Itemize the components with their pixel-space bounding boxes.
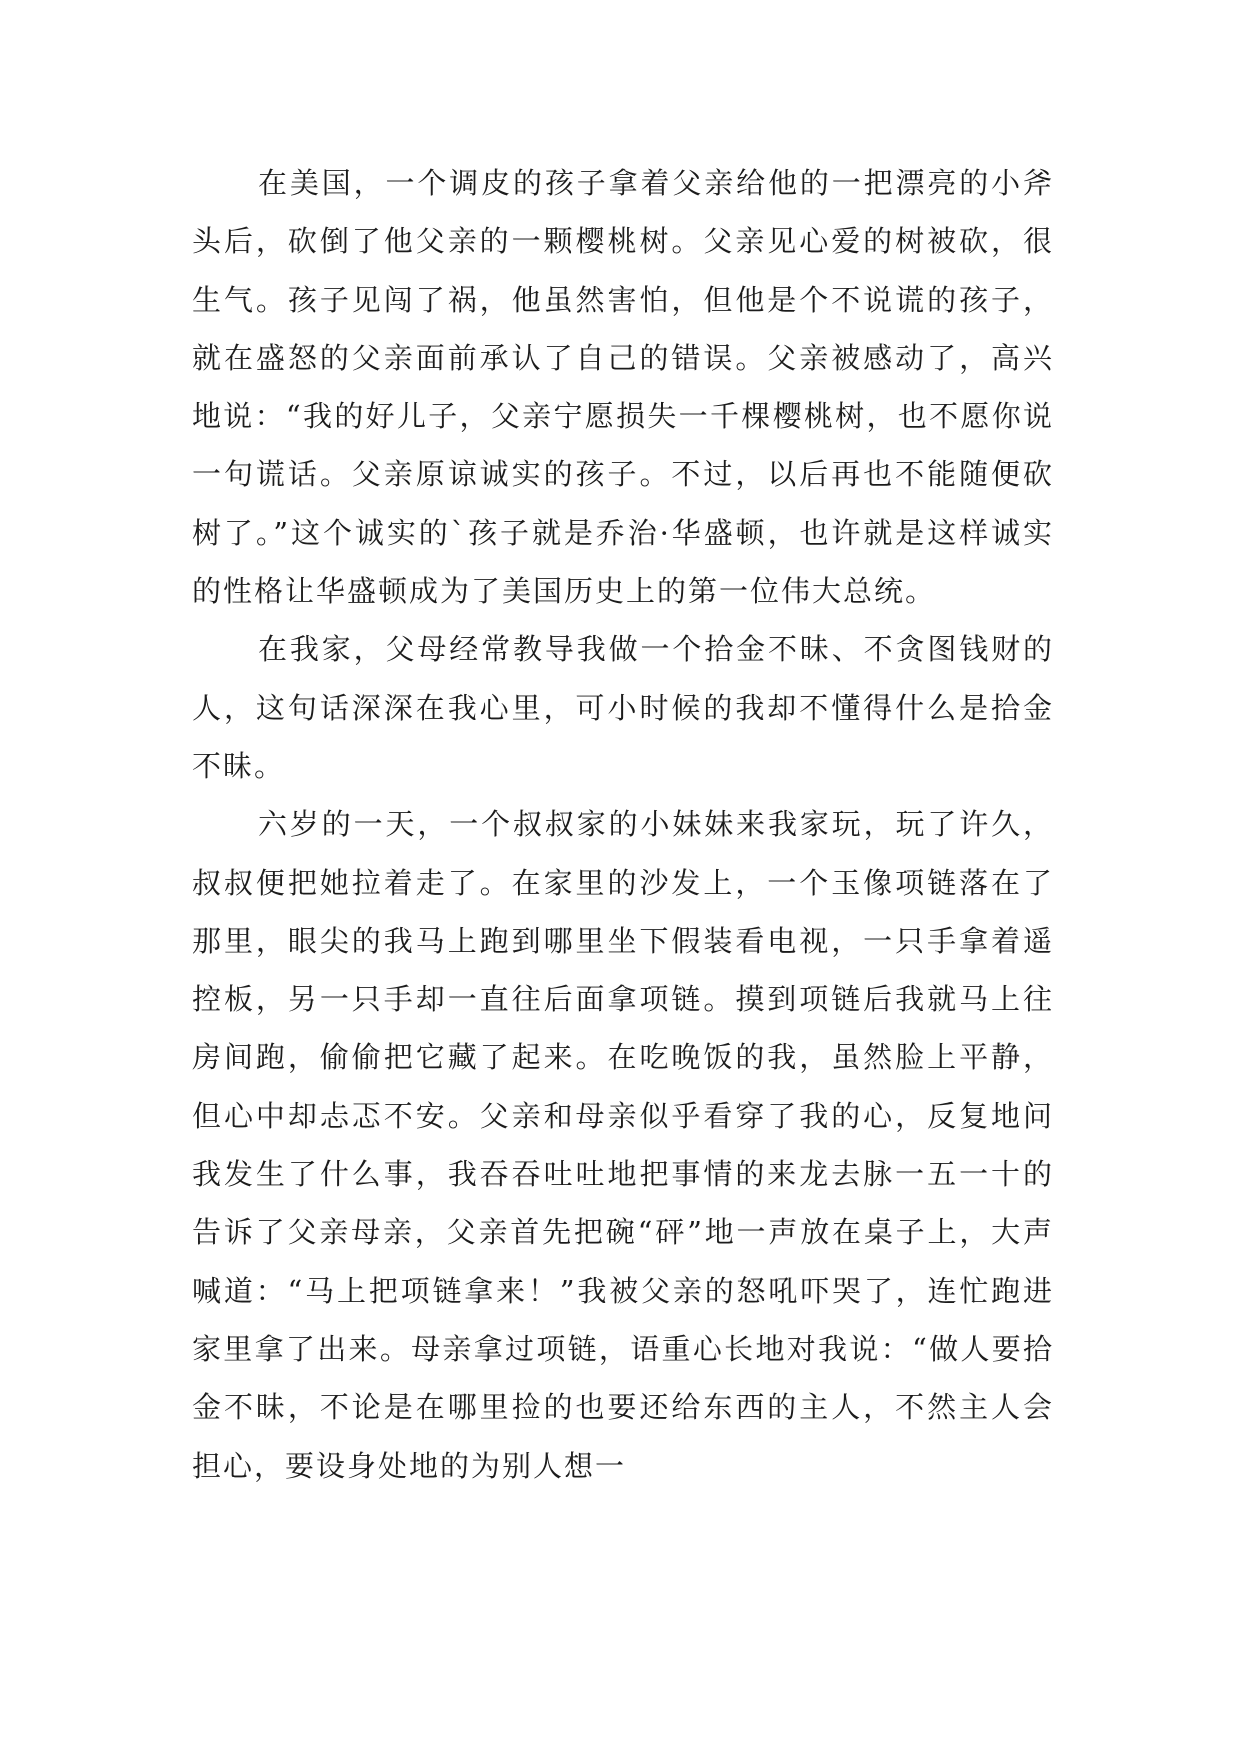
paragraph: 在美国，一个调皮的孩子拿着父亲给他的一把漂亮的小斧头后，砍倒了他父亲的一颗樱桃树。父亲见心爱的树被砍，很生气。孩子见闯了祸，他虽然害怕，但他是个不说谎的孩子，就在盛怒的父亲面前承认了自己的错误。父亲被感动了，高兴地说：“我的好儿子，父亲宁愿损失一千棵樱桃树，也不愿你说一句谎话。父亲原谅诚实的孩子。不过，以后再也不能随便砍树了。”这个诚实的`孩子就是乔治·华盛顿，也许就是这样诚实的性格让华盛顿成为了美国历史上的第一位伟大总统。 — [192, 166, 1054, 609]
document-body — [192, 154, 1054, 1495]
paragraph: 六岁的一天，一个叔叔家的小妹妹来我家玩，玩了许久，叔叔便把她拉着走了。在家里的沙发上，一个玉像项链落在了那里，眼尖的我马上跑到哪里坐下假装看电视，一只手拿着遥控板，另一只手却一直往后面拿项链。摸到项链后我就马上往房间跑，偷偷把它藏了起来。在吃晚饭的我，虽然脸上平静，但心中却忐忑不安。父亲和母亲似乎看穿了我的心，反复地问我发生了什么事，我吞吞吐吐地把事情的来龙去脉一五一十的告诉了父亲母亲，父亲首先把碗“砰”地一声放在桌子上，大声喊道：“马上把项链拿来！”我被父亲的怒吼吓哭了，连忙跑进家里拿了出来。母亲拿过项链，语重心长地对我说：“做人要拾金不昧，不论是在哪里捡的也要还给东西的主人，不然主人会担心，要设身处地的为别人想一 — [192, 807, 1054, 1483]
paragraph: 在我家，父母经常教导我做一个拾金不昧、不贪图钱财的人，这句话深深在我心里，可小时候的我却不懂得什么是拾金不昧。 — [192, 632, 1054, 783]
